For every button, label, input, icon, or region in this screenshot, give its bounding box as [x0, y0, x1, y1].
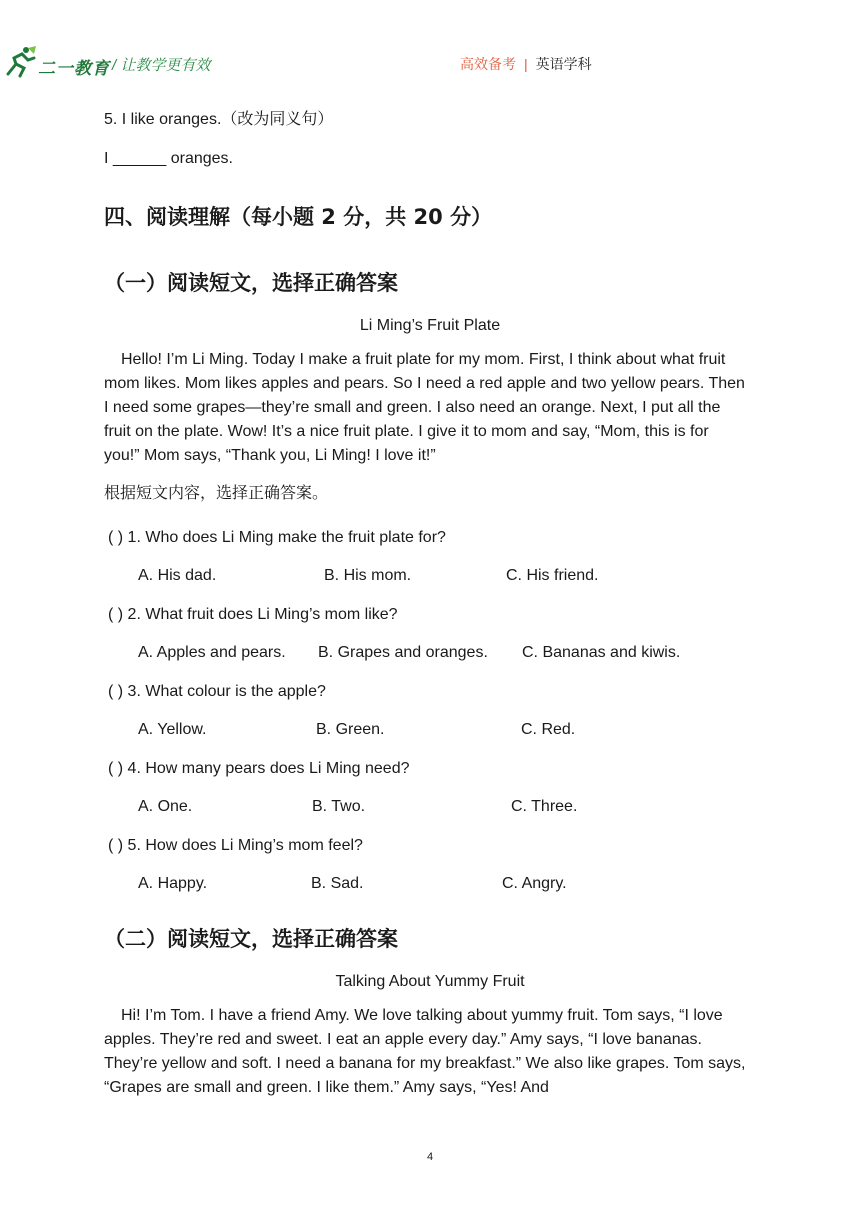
brand-slogan: / 让教学更有效 — [112, 57, 211, 74]
part2-heading: （二）阅读短文，选择正确答案 — [104, 927, 398, 951]
q2-option-c: C. Bananas and kiwis. — [522, 644, 681, 661]
brand-name: 二一教育 — [38, 59, 110, 78]
question-5: ( ) 5. How does Li Ming’s mom feel? — [108, 837, 363, 854]
header-subject — [460, 54, 592, 74]
question-2: ( ) 2. What fruit does Li Ming’s mom like? — [108, 606, 398, 623]
part1-title: Li Ming’s Fruit Plate — [359, 317, 501, 334]
part1-heading: （一）阅读短文，选择正确答案 — [104, 271, 398, 295]
q5-option-a: A. Happy. — [138, 875, 208, 892]
part1-passage: Hello! I’m Li Ming. Today I make a fruit plate for my mom. First, I think about what fruit mom likes. Mom likes apples and pears. So I need a red apple and two yellow pears. Then I need some grapes—they’re small and green. I also need an orange. Next, I put all the fruit on the plate. Wow! It’s a nice fruit plate. I give it to mom and say, “Mom, this is for you!” Mom says, “Thank you, Li Ming! I love it!” — [104, 351, 745, 464]
part2-passage: Hi! I’m Tom. I have a friend Amy. We love talking about yummy fruit. Tom says, “I love apples. They’re red and sweet. I eat an apple every day.” Amy says, “I love bananas. They’re yellow and soft. I need a banana for my breakfast.” We also like grapes. Tom says, “Grapes are small and green. I like them.” Amy says, “Yes! And — [104, 1007, 746, 1096]
question-3: ( ) 3. What colour is the apple? — [108, 683, 326, 700]
q2-option-a: A. Apples and pears. — [138, 644, 286, 661]
page-header — [0, 0, 860, 90]
header-separator: | — [524, 56, 528, 72]
q5-option-b: B. Sad. — [311, 875, 364, 892]
runner-logo-icon — [4, 44, 38, 78]
page-number: 4 — [426, 1151, 434, 1163]
q3-option-a: A. Yellow. — [138, 721, 207, 738]
part1-instruction: 根据短文内容，选择正确答案。 — [104, 485, 329, 502]
q3-option-b: B. Green. — [316, 721, 385, 738]
section4-title: 四、阅读理解（每小题 2 分，共 20 分） — [104, 205, 493, 229]
part2-title: Talking About Yummy Fruit — [335, 973, 525, 990]
question-4: ( ) 4. How many pears does Li Ming need? — [108, 760, 410, 777]
q1-option-a: A. His dad. — [138, 567, 217, 584]
q4-option-b: B. Two. — [312, 798, 366, 815]
q1-option-b: B. His mom. — [324, 567, 412, 584]
q2-option-b: B. Grapes and oranges. — [318, 644, 488, 661]
header-label-exam: 高效备考 — [460, 56, 516, 72]
header-label-subject: 英语学科 — [535, 56, 592, 72]
q4-option-c: C. Three. — [511, 798, 578, 815]
q3-option-c: C. Red. — [521, 721, 576, 738]
q1-option-c: C. His friend. — [506, 567, 599, 584]
q5-answer-line: I ______ oranges. — [104, 150, 233, 167]
q5-prompt: 5. I like oranges.（改为同义句） — [104, 111, 334, 128]
question-1: ( ) 1. Who does Li Ming make the fruit plate for? — [108, 529, 446, 546]
q4-option-a: A. One. — [138, 798, 193, 815]
q5-option-c: C. Angry. — [502, 875, 567, 892]
